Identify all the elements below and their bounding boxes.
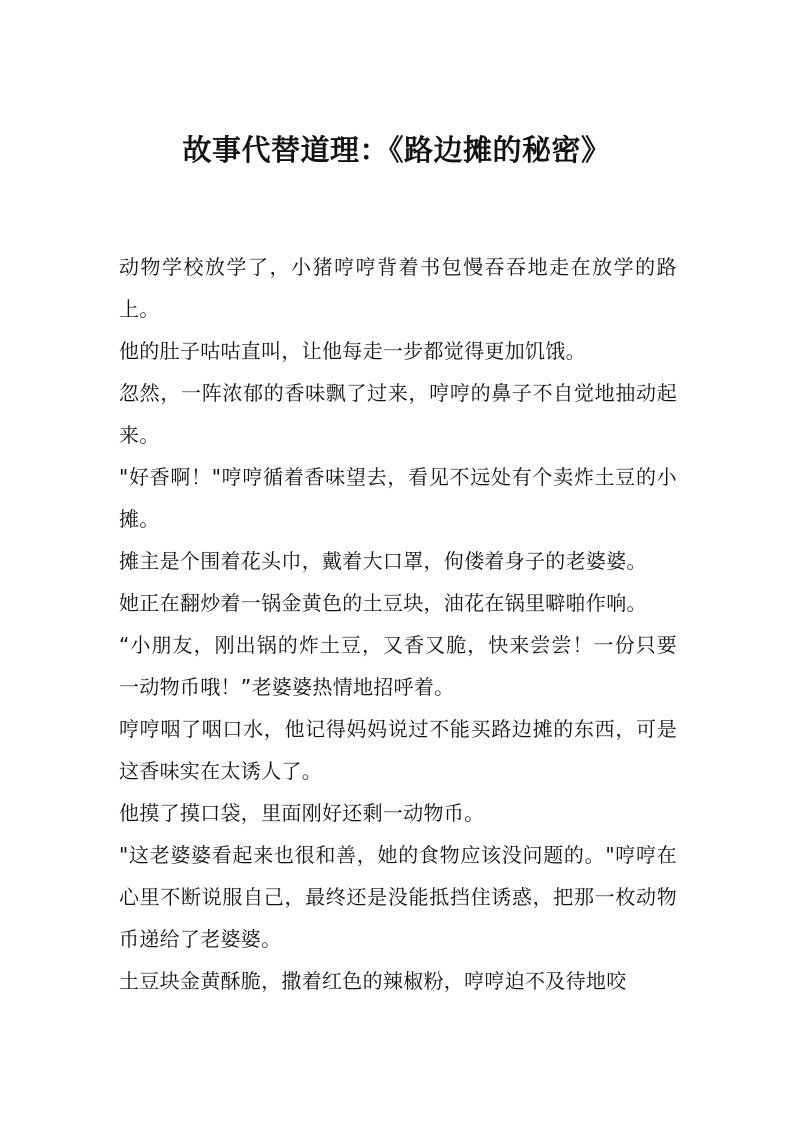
paragraph: “小朋友，刚出锅的炸土豆，又香又脆，快来尝尝！一份只要一动物币哦！”老婆婆热情地招呼着。	[119, 633, 677, 699]
paragraph: 摊主是个围着花头巾，戴着大口罩，佝偻着身子的老婆婆。	[119, 549, 647, 573]
paragraph: 他的肚子咕咕直叫，让他每走一步都觉得更加饥饿。	[119, 339, 586, 363]
paragraph: "好香啊！"哼哼循着香味望去，看见不远处有个卖炸土豆的小摊。	[119, 465, 677, 531]
paragraph: "这老婆婆看起来也很和善，她的食物应该没问题的。"哼哼在心里不断说服自己，最终还是没能抵挡住诱惑，把那一枚动物币递给了老婆婆。	[119, 843, 677, 951]
paragraph: 土豆块金黄酥脆，撒着红色的辣椒粉，哼哼迫不及待地咬	[119, 969, 627, 993]
story-body	[119, 246, 677, 1002]
paragraph: 忽然，一阵浓郁的香味飘了过来，哼哼的鼻子不自觉地抽动起来。	[119, 381, 677, 447]
paragraph: 哼哼咽了咽口水，他记得妈妈说过不能买路边摊的东西，可是这香味实在太诱人了。	[119, 717, 677, 783]
paragraph: 他摸了摸口袋，里面刚好还剩一动物币。	[119, 801, 485, 825]
paragraph: 她正在翻炒着一锅金黄色的土豆块，油花在锅里噼啪作响。	[119, 591, 647, 615]
paragraph: 动物学校放学了，小猪哼哼背着书包慢吞吞地走在放学的路上。	[119, 255, 677, 321]
page-title: 故事代替道理：《路边摊的秘密》	[182, 133, 611, 167]
